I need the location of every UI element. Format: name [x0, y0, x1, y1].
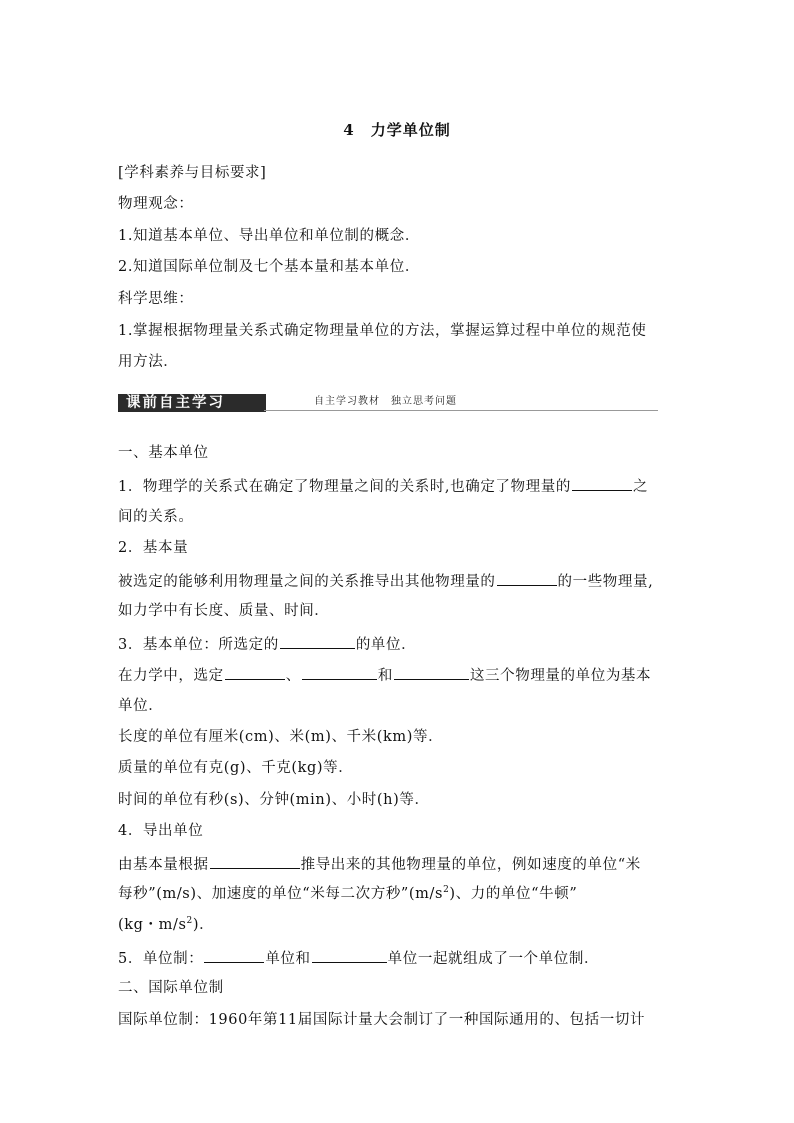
item3-text: 3．基本单位：所选定的 [118, 637, 279, 653]
item4-line1 [118, 853, 688, 875]
item4-b-text2: )、力的单位“牛顿” [449, 886, 578, 902]
banner-rule [264, 410, 658, 411]
item2-heading: 2．基本量 [118, 540, 189, 556]
section2-line1: 国际单位制：1960年第11届国际计量大会制订了一种国际通用的、包括一切计 [118, 1012, 646, 1028]
item3-b-text1: 在力学中，选定 [118, 668, 224, 684]
item1-line2: 间的关系。 [118, 509, 194, 525]
time-units: 时间的单位有秒(s)、分钟(min)、小时(h)等． [118, 792, 430, 808]
item3-b-text2: 、 [285, 668, 301, 684]
item3-text-end: 的单位． [355, 637, 417, 653]
goals-header: [学科素养与目标要求] [118, 165, 267, 181]
item5-text1: 5．单位制： [118, 951, 204, 967]
item5-line1 [118, 947, 688, 969]
mass-units: 质量的单位有克(g)、千克(kg)等． [118, 760, 354, 776]
item1-line1 [118, 475, 688, 497]
concept-label: 物理观念： [118, 196, 194, 212]
fill-blank-6[interactable] [394, 664, 469, 680]
superscript: 2 [186, 916, 193, 927]
fill-blank-7[interactable] [210, 853, 300, 869]
item3-line2 [118, 664, 688, 686]
banner-subtitle: 自主学习教材 独立思考问题 [314, 396, 457, 407]
item3-line1 [118, 633, 688, 655]
item4-c-text1: (kg・m/s [118, 917, 187, 933]
item4-c-text2: )． [192, 917, 215, 933]
item1-text-end: 之 [632, 479, 649, 495]
item4-line2 [118, 884, 688, 904]
item2-text-end: 的一些物理量, [557, 574, 654, 590]
concept-item-2: 2.知道国际单位制及七个基本量和基本单位． [118, 259, 420, 275]
section1-heading: 一、基本单位 [118, 445, 209, 461]
concept-item-1: 1.知道基本单位、导出单位和单位制的概念． [118, 228, 420, 244]
item4-b-text1: 每秒”(m/s)、加速度的单位“米每二次方秒”(m/s [118, 886, 444, 902]
item5-text3: 单位一起就组成了一个单位制． [387, 951, 600, 967]
fill-blank-5[interactable] [302, 664, 377, 680]
item5-text2: 单位和 [265, 951, 311, 967]
fill-blank-2[interactable] [497, 570, 557, 586]
length-units: 长度的单位有厘米(cm)、米(m)、千米(km)等． [118, 729, 444, 745]
item2-line2: 如力学中有长度、质量、时间． [118, 603, 330, 619]
superscript: 2 [443, 885, 450, 896]
item2-line1 [118, 570, 688, 592]
fill-blank-8[interactable] [204, 947, 264, 963]
item2-text: 被选定的能够利用物理量之间的关系推导出其他物理量的 [118, 574, 496, 590]
item4-text-end: 推导出来的其他物理量的单位，例如速度的单位“米 [300, 857, 641, 873]
fill-blank-4[interactable] [225, 664, 285, 680]
fill-blank-9[interactable] [312, 947, 387, 963]
page-title: 4 力学单位制 [343, 121, 451, 139]
item4-heading: 4．导出单位 [118, 823, 204, 839]
banner-divider [259, 394, 262, 412]
section-banner [118, 394, 658, 412]
fill-blank-1[interactable] [572, 475, 632, 491]
thinking-item-1a: 1.掌握根据物理量关系式确定物理量单位的方法，掌握运算过程中单位的规范使 [118, 323, 647, 339]
item3-b-text3: 和 [377, 668, 393, 684]
thinking-item-1b: 用方法． [118, 354, 179, 370]
item4-text: 由基本量根据 [118, 857, 209, 873]
banner-title: 课前自主学习 [118, 394, 266, 412]
fill-blank-3[interactable] [280, 633, 355, 649]
item4-line3 [118, 915, 688, 935]
item1-text: 1．物理学的关系式在确定了物理量之间的关系时,也确定了物理量的 [118, 479, 571, 495]
thinking-label: 科学思维： [118, 291, 194, 307]
item3-line3: 单位． [118, 698, 164, 714]
item3-b-text4: 这三个物理量的单位为基本 [469, 668, 652, 684]
section2-heading: 二、国际单位制 [118, 980, 224, 996]
